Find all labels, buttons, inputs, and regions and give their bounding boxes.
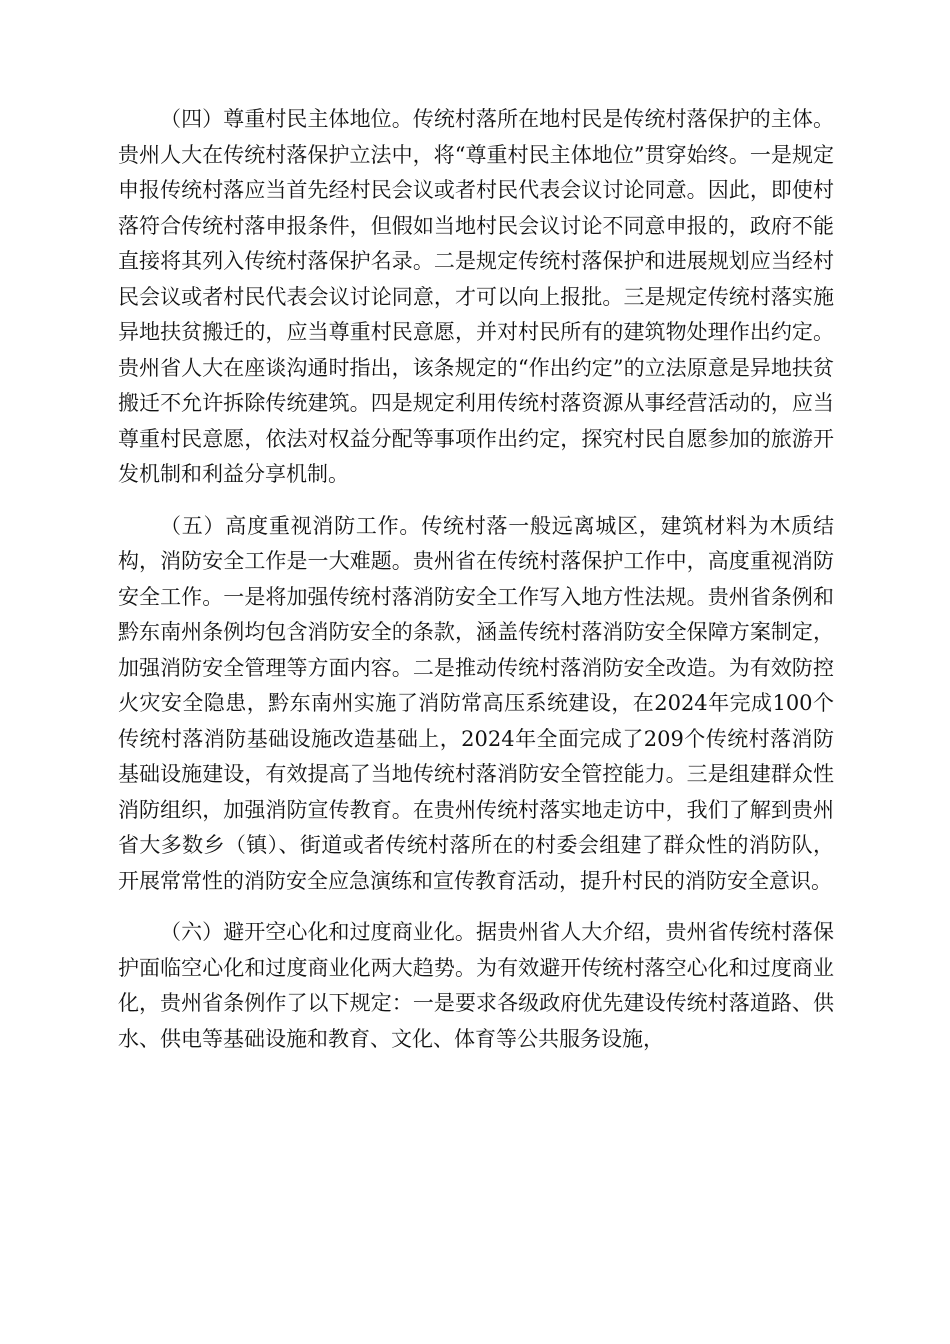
document-page [118,102,834,1057]
paragraph-fire-safety: （五）高度重视消防工作。传统村落一般远离城区，建筑材料为木质结构，消防安全工作是一大难题。贵州省在传统村落保护工作中，高度重视消防安全工作。一是将加强传统村落消防安全工作写入地方性法规。贵州省条例和黔东南州条例均包含消防安全的条款，涵盖传统村落消防安全保障方案制定，加强消防安全管理等方面内容。二是推动传统村落消防安全改造。为有效防控火灾安全隐患，黔东南州实施了消防常高压系统建设，在2024年完成100个传统村落消防基础设施改造基础上，2024年全面完成了209个传统村落消防基础设施建设，有效提高了当地传统村落消防安全管控能力。三是组建群众性消防组织，加强消防宣传教育。在贵州传统村落实地走访中，我们了解到贵州省大多数乡（镇）、街道或者传统村落所在的村委会组建了群众性的消防队，开展常常性的消防安全应急演练和宣传教育活动，提升村民的消防安全意识。 [118,513,834,893]
paragraph-respect-villagers: （四）尊重村民主体地位。传统村落所在地村民是传统村落保护的主体。贵州人大在传统村落保护立法中，将“尊重村民主体地位”贯穿始终。一是规定申报传统村落应当首先经村民会议或者村民代表会议讨论同意。因此，即使村落符合传统村落申报条件，但假如当地村民会议讨论不同意申报的，政府不能直接将其列入传统村落保护名录。二是规定传统村落保护和进展规划应当经村民会议或者村民代表会议讨论同意，才可以向上报批。三是规定传统村落实施异地扶贫搬迁的，应当尊重村民意愿，并对村民所有的建筑物处理作出约定。贵州省人大在座谈沟通时指出，该条规定的“作出约定”的立法原意是异地扶贫搬迁不允许拆除传统建筑。四是规定利用传统村落资源从事经营活动的，应当尊重村民意愿，依法对权益分配等事项作出约定，探究村民自愿参加的旅游开发机制和利益分享机制。 [118,107,834,486]
paragraph-avoid-hollowing: （六）避开空心化和过度商业化。据贵州省人大介绍，贵州省传统村落保护面临空心化和过度商业化两大趋势。为有效避开传统村落空心化和过度商业化，贵州省条例作了以下规定：一是要求各级政府优先建设传统村落道路、供水、供电等基础设施和教育、文化、体育等公共服务设施， [118,920,834,1051]
